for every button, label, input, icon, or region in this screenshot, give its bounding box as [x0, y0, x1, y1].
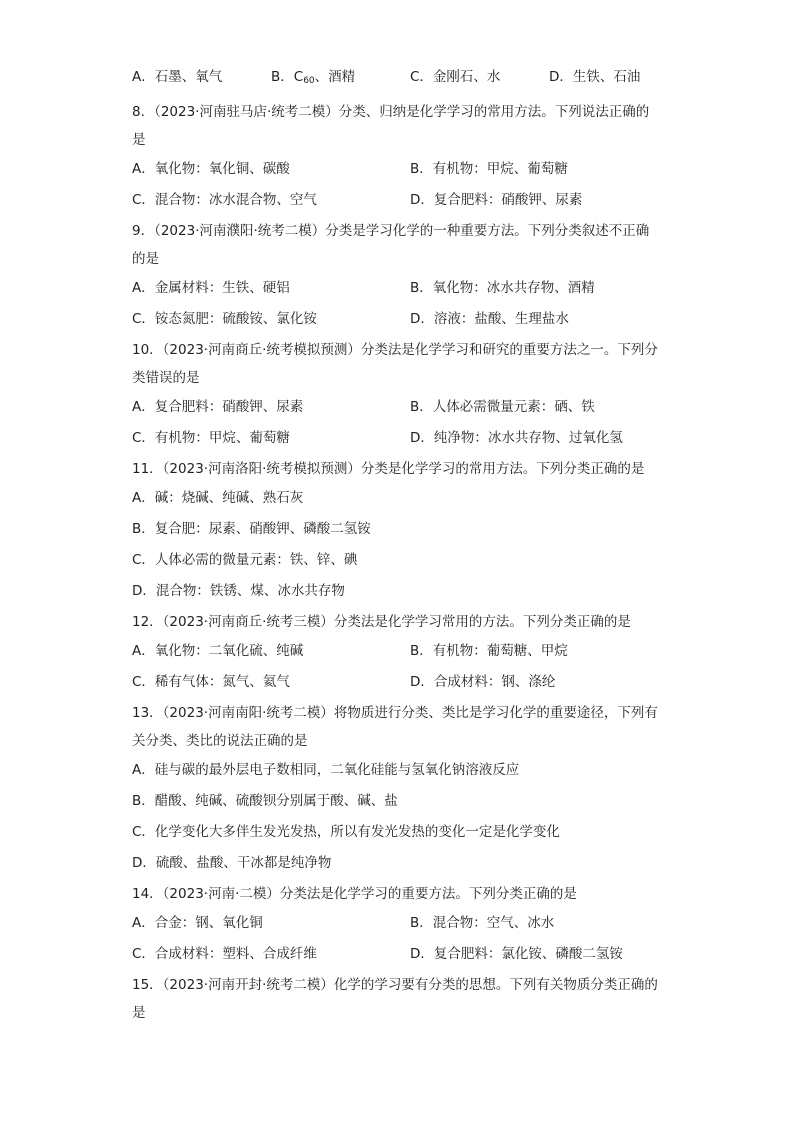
question-10-stem: 10．（2023·河南商丘·统考模拟预测）分类法是化学学习和研究的重要方法之一。下列分 类错误的是: [132, 342, 658, 386]
option-b[interactable]: B．有机物：葡萄糖、甲烷: [410, 643, 568, 659]
option-c[interactable]: C．合成材料：塑料、合成纤维: [132, 946, 317, 962]
option-c[interactable]: C．稀有气体：氮气、氦气: [132, 674, 290, 690]
option-a[interactable]: A．石墨、氧气: [132, 69, 223, 85]
option-d[interactable]: D．复合肥料：硝酸钾、尿素: [410, 192, 583, 208]
option-b[interactable]: B．有机物：甲烷、葡萄糖: [410, 161, 568, 177]
option-c[interactable]: C．人体必需的微量元素：铁、锌、碘: [132, 552, 358, 568]
option-c[interactable]: C．铵态氮肥：硫酸铵、氯化铵: [132, 311, 317, 327]
option-c[interactable]: C．混合物：冰水混合物、空气: [132, 192, 317, 208]
question-9-stem: 9．（2023·河南濮阳·统考二模）分类是学习化学的一种重要方法。下列分类叙述不正确 的是: [132, 223, 650, 267]
option-d[interactable]: D．纯净物：冰水共存物、过氧化氢: [410, 430, 623, 446]
option-a[interactable]: A．碱：烧碱、纯碱、熟石灰: [132, 490, 304, 506]
option-a[interactable]: A．复合肥料：硝酸钾、尿素: [132, 399, 304, 415]
option-d[interactable]: D．复合肥料：氯化铵、磷酸二氢铵: [410, 946, 623, 962]
question-8-options-row-1: [132, 154, 672, 185]
question-12-options-row-2: [132, 667, 672, 698]
option-d[interactable]: D．生铁、石油: [549, 69, 641, 85]
question-9-options-row-1: [132, 273, 672, 304]
question-15-stem: 15．（2023·河南开封·统考二模）化学的学习要有分类的思想。下列有关物质分类正确的 是: [132, 977, 658, 1021]
option-b[interactable]: B．氧化物：冰水共存物、酒精: [410, 280, 595, 296]
question-12-options-row-1: [132, 636, 672, 667]
option-b[interactable]: B．混合物：空气、冰水: [410, 915, 555, 931]
option-c[interactable]: C．化学变化大多伴生发光发热，所以有发光发热的变化一定是化学变化: [132, 824, 560, 840]
question-10-options-row-1: [132, 392, 672, 423]
option-d[interactable]: D．合成材料：钢、涤纶: [410, 674, 556, 690]
option-a[interactable]: A．硅与碳的最外层电子数相同，二氧化硅能与氢氧化钠溶液反应: [132, 762, 520, 778]
option-b[interactable]: B．醋酸、纯碱、硫酸钡分别属于酸、碱、盐: [132, 793, 398, 809]
option-b[interactable]: B．$C_{60}$、酒精: [271, 69, 356, 86]
document-page: [132, 62, 672, 1027]
option-b[interactable]: B．人体必需微量元素：硒、铁: [410, 399, 595, 415]
question-9-options-row-2: [132, 304, 672, 335]
option-c[interactable]: C．金刚石、水: [410, 69, 501, 85]
option-a[interactable]: A．氧化物：二氧化硫、纯碱: [132, 643, 304, 659]
question-8-options-row-2: [132, 185, 672, 216]
option-d[interactable]: D．混合物：铁锈、煤、冰水共存物: [132, 583, 345, 599]
option-b[interactable]: B．复合肥：尿素、硝酸钾、磷酸二氢铵: [132, 521, 371, 537]
option-a[interactable]: A．金属材料：生铁、硬铝: [132, 280, 290, 296]
option-c[interactable]: C．有机物：甲烷、葡萄糖: [132, 430, 290, 446]
question-10-options-row-2: [132, 423, 672, 454]
question-13-stem: 13．（2023·河南南阳·统考二模）将物质进行分类、类比是学习化学的重要途径，下列有 关分类、类比的说法正确的是: [132, 705, 658, 749]
question-7-options: [132, 62, 672, 97]
option-d[interactable]: D．硫酸、盐酸、干冰都是纯净物: [132, 855, 332, 871]
option-a[interactable]: A．合金：钢、氧化铜: [132, 915, 263, 931]
question-14-options-row-2: [132, 939, 672, 970]
question-14-stem: 14．（2023·河南·二模）分类法是化学学习的重要方法。下列分类正确的是: [132, 886, 577, 902]
option-d[interactable]: D．溶液：盐酸、生理盐水: [410, 311, 569, 327]
option-a[interactable]: A．氧化物：氧化铜、碳酸: [132, 161, 290, 177]
question-11-stem: 11．（2023·河南洛阳·统考模拟预测）分类是化学学习的常用方法。下列分类正确的是: [132, 461, 645, 477]
question-8-stem: 8．（2023·河南驻马店·统考二模）分类、归纳是化学学习的常用方法。下列说法正确的 是: [132, 104, 650, 148]
question-12-stem: 12．（2023·河南商丘·统考三模）分类法是化学学习常用的方法。下列分类正确的是: [132, 614, 631, 630]
question-14-options-row-1: [132, 908, 672, 939]
